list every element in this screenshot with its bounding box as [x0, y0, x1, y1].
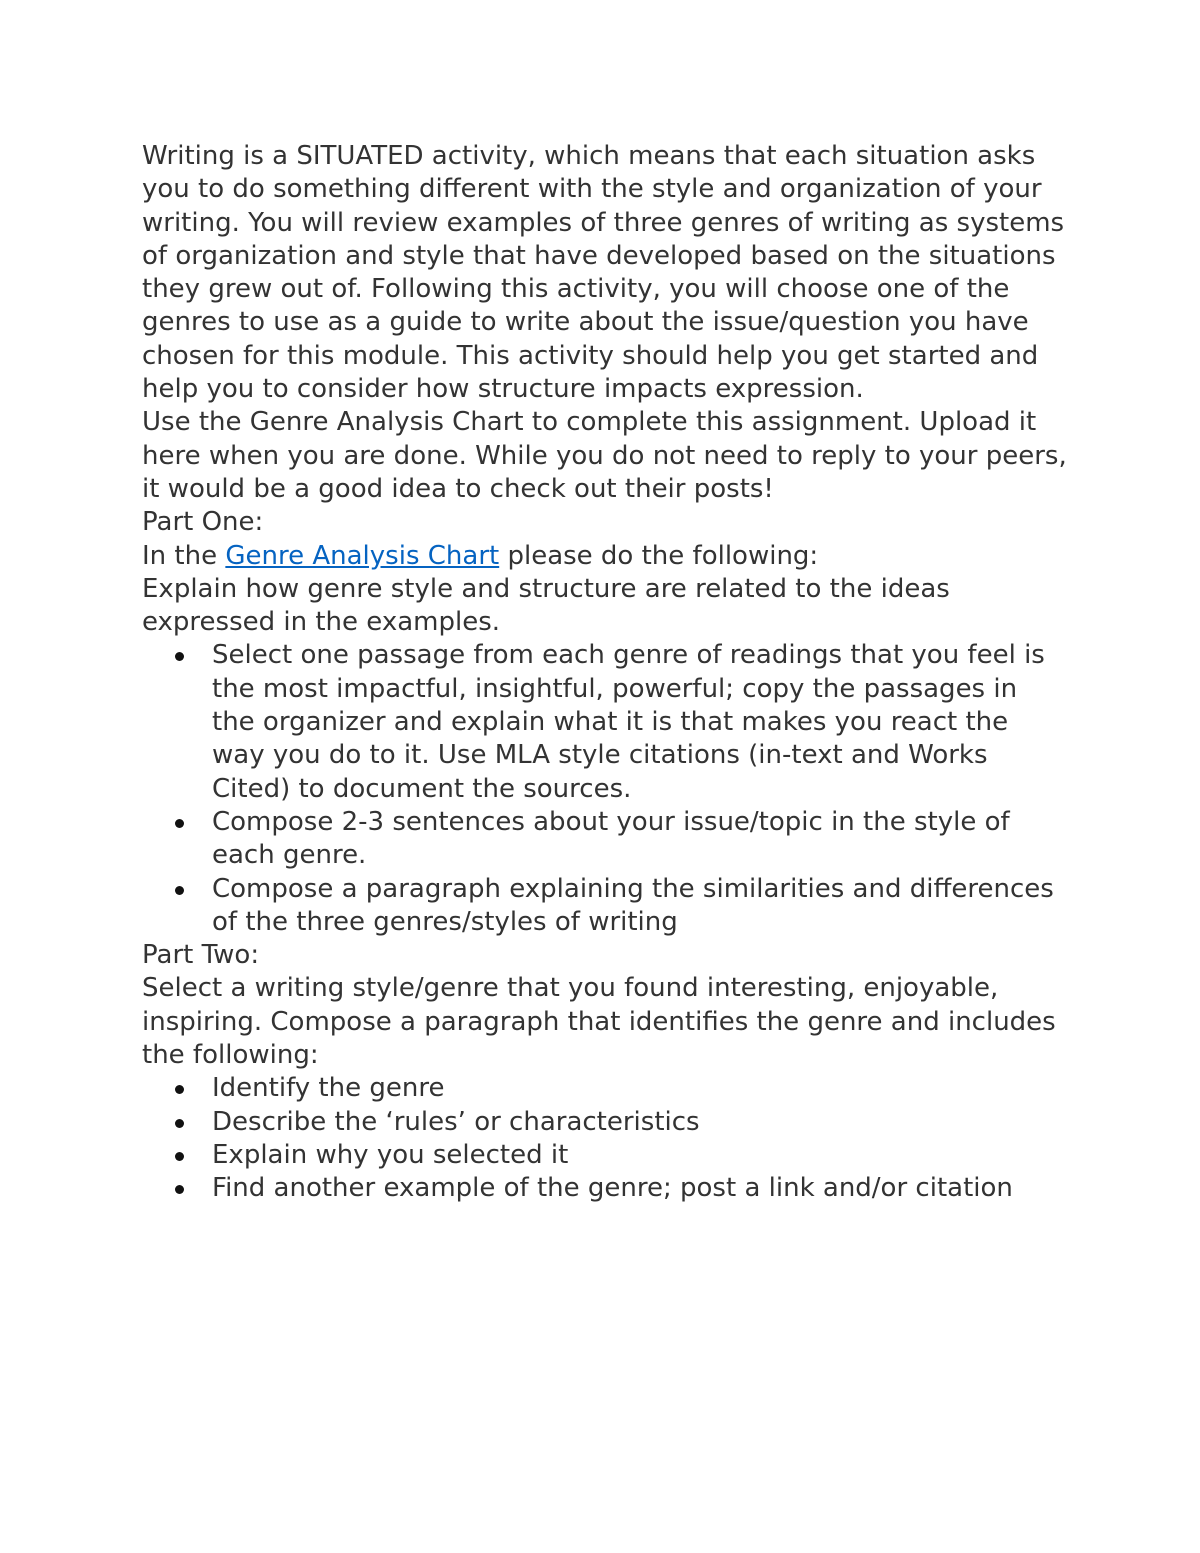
list-item-text: Select one passage from each genre of readings that you feel is the most impactful, insightful, powerful; copy the passages in the organizer and explain what it is that makes you react the way you do to it. Use MLA style citations (in-text and Works Cited) to document the sources. — [212, 640, 1045, 804]
bullet-icon — [175, 1085, 184, 1094]
list-item — [142, 639, 1067, 805]
list-item-text: Describe the ‘rules’ or characteristics — [212, 1106, 700, 1137]
list-item — [142, 806, 1067, 873]
part-one-bullet-list — [142, 639, 1067, 939]
list-item-text: Identify the genre — [212, 1073, 445, 1104]
intro-paragraph: Writing is a SITUATED activity, which means that each situation asks you to do something different with the style and organization of your writing. You will review examples of three genres of writing as systems of organization and style that have developed based on the situations they grew out of. Following this activity, you will choose one of the genres to use as a guide to write about the issue/question you have chosen for this module. This activity should help you get started and help you to consider how structure impacts expression. — [142, 141, 1065, 405]
list-item — [142, 1172, 1067, 1205]
list-item-text: Find another example of the genre; post a link and/or citation — [212, 1173, 1013, 1204]
list-item-text: Explain why you selected it — [212, 1139, 569, 1170]
bullet-icon — [175, 1185, 184, 1194]
instructions-paragraph: Use the Genre Analysis Chart to complete this assignment. Upload it here when you are done. While you do not need to reply to your peers, it would be a good idea to check out their posts! — [142, 407, 1067, 504]
part-two-bullet-list — [142, 1072, 1067, 1205]
part-two-heading: Part Two: — [142, 940, 260, 971]
bullet-icon — [175, 819, 184, 828]
bullet-icon — [175, 886, 184, 895]
list-item — [142, 1106, 1067, 1139]
part-two-intro: Select a writing style/genre that you found interesting, enjoyable, inspiring. Compose a paragraph that identifies the genre and includes the following: — [142, 973, 1056, 1071]
part-one-lead — [142, 540, 1067, 573]
list-item-text: Compose 2-3 sentences about your issue/topic in the style of each genre. — [212, 806, 1010, 871]
list-item — [142, 873, 1067, 940]
bullet-icon — [175, 652, 184, 661]
part-one-explain: Explain how genre style and structure are related to the ideas expressed in the examples. — [142, 573, 950, 638]
part-one-heading: Part One: — [142, 507, 264, 538]
document-body — [142, 140, 1067, 1206]
list-item-text: Compose a paragraph explaining the similarities and differences of the three genres/styles of writing — [212, 873, 1054, 937]
part-one-lead-before: In the — [142, 540, 226, 571]
bullet-icon — [175, 1119, 184, 1128]
list-item — [142, 1139, 1067, 1172]
list-item — [142, 1072, 1067, 1105]
bullet-icon — [175, 1152, 184, 1161]
genre-analysis-chart-link[interactable]: Genre Analysis Chart — [225, 540, 500, 571]
part-one-lead-after: please do the following: — [499, 540, 819, 571]
